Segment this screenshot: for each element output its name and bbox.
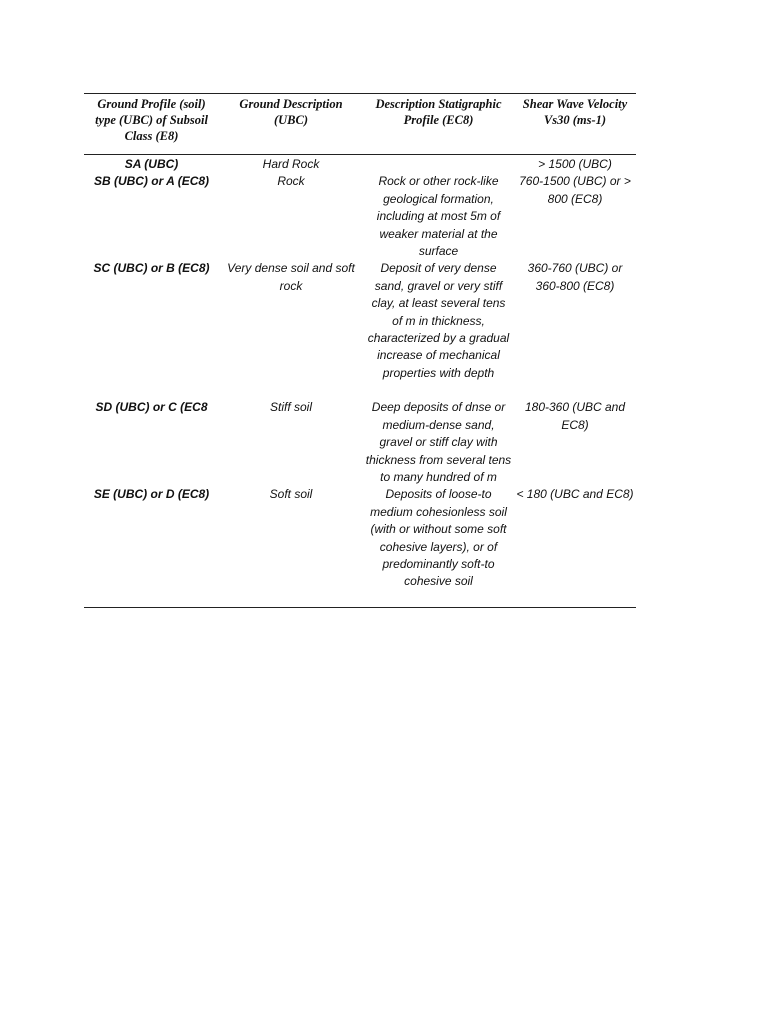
- cell-shear-wave-velocity: > 1500 (UBC): [538, 157, 612, 171]
- cell-ground-description: Soft soil: [269, 487, 313, 502]
- cell-shear-wave-velocity: 360-760 (UBC) or 360-800 (EC8): [527, 261, 623, 293]
- table-row: [84, 173, 636, 260]
- cell-stratigraphic-profile: [363, 155, 514, 174]
- cell-stratigraphic-profile: Rock or other rock-like geological formation, including at most 5m of weaker material at the surface: [376, 174, 501, 259]
- cell-shear-wave-velocity: 180-360 (UBC and EC8): [524, 400, 626, 432]
- cell-soil-class: SE (UBC) or D (EC8): [93, 487, 210, 502]
- cell-soil-class: SC (UBC) or B (EC8): [93, 261, 210, 276]
- cell-soil-class: SA (UBC): [124, 157, 179, 171]
- header-shear-wave-velocity: Shear Wave Velocity Vs30 (ms-1): [522, 97, 628, 127]
- cell-stratigraphic-profile: Deep deposits of dnse or medium-dense sand, gravel or stiff clay with thickness from several tens to many hundred of m: [365, 400, 512, 484]
- header-soil-class: Ground Profile (soil) type (UBC) of Subsoil Class (E8): [95, 97, 208, 143]
- header-ground-description: Ground Description (UBC): [239, 97, 343, 127]
- table-body: [84, 155, 636, 608]
- cell-stratigraphic-profile: Deposits of loose-to medium cohesionless soil (with or without some soft cohesive layers), or of predominantly soft-to cohesive soil: [370, 487, 507, 589]
- table-row: [84, 260, 636, 399]
- cell-ground-description: Rock: [277, 174, 305, 189]
- header-row: [84, 94, 636, 155]
- cell-ground-description: Hard Rock: [262, 157, 320, 171]
- cell-soil-class: SD (UBC) or C (EC8: [95, 400, 208, 415]
- table-row: [84, 155, 636, 174]
- soil-classification-table: [84, 93, 636, 608]
- cell-shear-wave-velocity: 760-1500 (UBC) or > 800 (EC8): [519, 174, 631, 206]
- table-header: [84, 94, 636, 155]
- header-stratigraphic-profile: Description Statigraphic Profile (EC8): [375, 97, 502, 127]
- cell-soil-class: SB (UBC) or A (EC8): [93, 174, 210, 189]
- cell-shear-wave-velocity: < 180 (UBC and EC8): [516, 487, 634, 502]
- soil-classification-table-container: [84, 93, 636, 608]
- cell-stratigraphic-profile: Deposit of very dense sand, gravel or very stiff clay, at least several tens of m in thickness, characterized by a gradual increase of mechanical properties with depth: [367, 261, 510, 380]
- table-row: [84, 399, 636, 486]
- cell-ground-description: Very dense soil and soft rock: [227, 261, 355, 293]
- cell-ground-description: Stiff soil: [269, 400, 312, 415]
- table-row: [84, 486, 636, 607]
